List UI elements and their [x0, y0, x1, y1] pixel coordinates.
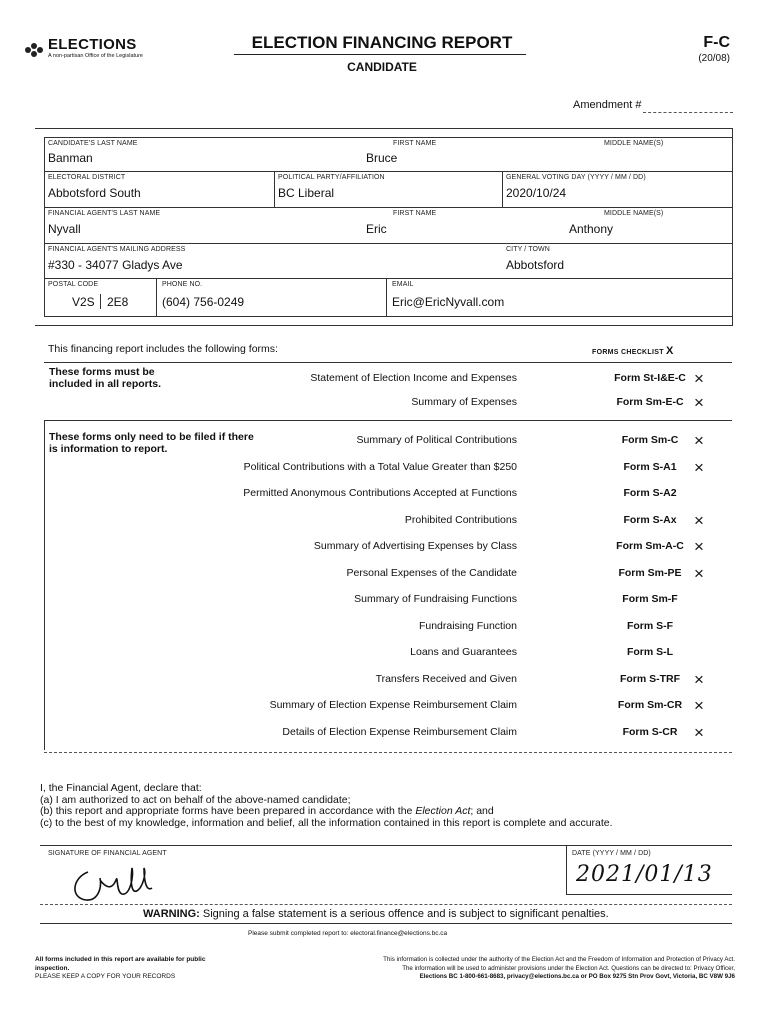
form-name: Prohibited Contributions	[404, 513, 517, 526]
form-name: Loans and Guarantees	[410, 646, 517, 658]
form-checkbox-mark[interactable]: ×	[694, 722, 704, 742]
elections-logo-icon	[22, 40, 46, 60]
form-name: Summary of Advertising Expenses by Class	[313, 540, 517, 552]
phone[interactable]: (604) 756-0249	[162, 295, 245, 309]
form-code: F-C	[703, 34, 730, 51]
declaration-b: (b) this report and appropriate forms have been prepared in accordance with the Election Act; and	[40, 805, 494, 817]
privacy-note-1: This information is collected under the authority of the Election Act and the Freedom of Information and Protection of Privacy Act.	[383, 956, 735, 963]
form-name: Permitted Anonymous Contributions Accepted at Functions	[243, 487, 517, 499]
amendment-field[interactable]	[643, 112, 733, 113]
party-label: POLITICAL PARTY/AFFILIATION	[278, 174, 385, 181]
form-row	[35, 593, 715, 611]
form-checkbox-mark[interactable]: ×	[694, 537, 704, 556]
form-row	[35, 431, 715, 452]
privacy-note-3: Elections BC 1-800-661-8683, privacy@elections.bc.ca or PO Box 9275 Stn Prov Govt, Victoria, BC V8W 9J6	[419, 973, 735, 980]
district-label: ELECTORAL DISTRICT	[48, 174, 126, 181]
agent-first-name[interactable]: Eric	[366, 222, 387, 236]
form-code: Form Sm-F	[622, 593, 678, 605]
warning-label: WARNING:	[143, 908, 200, 920]
form-code: Form S-A2	[623, 487, 677, 499]
candidate-last-name-label: CANDIDATE'S LAST NAME	[48, 140, 138, 147]
agent-middle-name[interactable]: Anthony	[569, 222, 614, 236]
party[interactable]: BC Liberal	[278, 186, 335, 200]
declaration-c: (c) to the best of my knowledge, information and belief, all the information contained in this report is complete and accurate.	[40, 816, 613, 829]
agent-address[interactable]: #330 - 34077 Gladys Ave	[48, 258, 183, 272]
candidate-middle-name-label: MIDDLE NAME(S)	[604, 140, 664, 147]
form-checkbox-mark[interactable]: ×	[694, 431, 704, 450]
email[interactable]: Eric@EricNyvall.com	[392, 295, 505, 309]
submit-note: Please submit completed report to: electoral.finance@elections.bc.ca	[248, 930, 448, 937]
form-row	[35, 722, 715, 744]
forms-checklist-label: FORMS CHECKLIST	[592, 349, 664, 356]
forms-group1-note: These forms must be included in all reports.	[49, 366, 162, 390]
form-name: Summary of Expenses	[411, 396, 517, 408]
form-row	[35, 646, 715, 664]
form-code: Form St-I&E-C	[614, 372, 686, 384]
form-revision-date: (20/08)	[698, 53, 730, 64]
amendment-label: Amendment #	[573, 99, 642, 111]
form-checkbox-mark[interactable]: ×	[694, 669, 704, 689]
form-name: Summary of Political Contributions	[356, 434, 517, 446]
form-name: Statement of Election Income and Expenses	[310, 372, 517, 384]
agent-first-name-label: FIRST NAME	[393, 210, 437, 217]
form-row	[35, 537, 715, 558]
form-checkbox-mark[interactable]: ×	[694, 696, 704, 715]
logo	[22, 36, 192, 66]
email-label: EMAIL	[392, 281, 414, 288]
form-row	[35, 369, 715, 390]
form-code: Form S-CR	[622, 725, 678, 738]
form-code: Form S-A1	[623, 460, 677, 473]
candidate-first-name-label: FIRST NAME	[393, 140, 437, 147]
declaration-block	[40, 783, 720, 829]
form-checkbox-mark[interactable]: ×	[694, 457, 704, 477]
district[interactable]: Abbotsford South	[48, 186, 141, 200]
handwritten-signature	[60, 858, 220, 908]
form-checkbox-mark[interactable]: ×	[694, 369, 704, 388]
form-name: Transfers Received and Given	[375, 672, 517, 685]
forms-checklist-mark: X	[666, 345, 674, 357]
report-title: ELECTION FINANCING REPORT	[251, 33, 513, 52]
privacy-note-2: The information will be used to administer provisions under the Election Act. Questions can be directed to: Privacy Officer,	[402, 964, 735, 972]
voting-day[interactable]: 2020/10/24	[506, 186, 567, 200]
agent-city[interactable]: Abbotsford	[506, 258, 565, 272]
form-name: Personal Expenses of the Candidate	[346, 566, 517, 579]
footer-right	[235, 956, 735, 982]
form-name: Summary of Election Expense Reimbursement Claim	[269, 699, 517, 711]
postal-code-part1[interactable]: V2S	[72, 295, 95, 309]
postal-code-part2[interactable]: 2E8	[107, 295, 129, 309]
logo-word: ELECTIONS	[48, 36, 137, 53]
declaration-date[interactable]: 2021/01/13	[576, 862, 713, 887]
keep-copy-note: PLEASE KEEP A COPY FOR YOUR RECORDS	[35, 973, 176, 980]
candidate-first-name[interactable]: Bruce	[366, 151, 398, 165]
form-name: Details of Election Expense Reimbursement Claim	[282, 725, 517, 738]
form-checkbox-mark[interactable]: ×	[694, 393, 704, 412]
agent-address-label: FINANCIAL AGENT'S MAILING ADDRESS	[48, 246, 186, 253]
form-row	[35, 563, 715, 585]
report-subtitle: CANDIDATE	[347, 60, 417, 74]
form-code: Form Sm-CR	[617, 699, 683, 711]
forms-checklist-header	[592, 345, 674, 357]
form-code: Form Sm-C	[621, 434, 679, 446]
form-row	[35, 393, 715, 414]
date-label: DATE (YYYY / MM / DD)	[572, 850, 651, 857]
public-inspection-note: All forms included in this report are available for public inspection.	[35, 956, 206, 972]
candidate-last-name[interactable]: Banman	[48, 151, 93, 165]
form-row	[35, 669, 715, 691]
logo-subtitle: A non-partisan Office of the Legislature	[48, 53, 143, 59]
form-row	[35, 510, 715, 532]
agent-city-label: CITY / TOWN	[506, 246, 550, 253]
declaration-intro: I, the Financial Agent, declare that:	[40, 782, 202, 794]
agent-last-name-label: FINANCIAL AGENT'S LAST NAME	[48, 210, 161, 217]
voting-day-label: GENERAL VOTING DAY (YYYY / MM / DD)	[506, 174, 646, 181]
form-code: Form S-L	[626, 646, 674, 658]
form-code: Form S-F	[626, 619, 674, 632]
agent-middle-name-label: MIDDLE NAME(S)	[604, 210, 664, 217]
warning-text: Signing a false statement is a serious offence and is subject to significant penalties.	[202, 908, 609, 920]
postal-code-label: POSTAL CODE	[48, 281, 99, 288]
warning-line	[143, 908, 609, 920]
form-code: Form Sm-A-C	[616, 540, 684, 552]
forms-group2-note: These forms only need to be filed if there is information to report.	[49, 431, 254, 455]
form-name: Political Contributions with a Total Value Greater than $250	[243, 460, 517, 473]
form-code: Form Sm-PE	[618, 566, 682, 579]
signature-label: SIGNATURE OF FINANCIAL AGENT	[48, 850, 167, 857]
form-code: Form S-Ax	[623, 513, 677, 526]
phone-label: PHONE NO.	[162, 281, 203, 288]
form-row	[35, 620, 715, 638]
form-code: Form Sm-E-C	[616, 396, 684, 408]
forms-intro: This financing report includes the following forms:	[48, 343, 278, 355]
agent-last-name[interactable]: Nyvall	[48, 222, 81, 236]
form-name: Summary of Fundraising Functions	[354, 593, 517, 605]
form-name: Fundraising Function	[418, 619, 517, 632]
form-checkbox-mark[interactable]: ×	[694, 563, 704, 583]
form-checkbox-mark[interactable]: ×	[694, 510, 704, 530]
signature-field[interactable]	[48, 858, 548, 906]
declaration-a: (a) I am authorized to act on behalf of the above-named candidate;	[40, 793, 351, 806]
footer-left	[35, 956, 230, 982]
form-code: Form S-TRF	[619, 672, 681, 685]
form-row	[35, 487, 715, 505]
form-row	[35, 696, 715, 717]
form-row	[35, 457, 715, 479]
